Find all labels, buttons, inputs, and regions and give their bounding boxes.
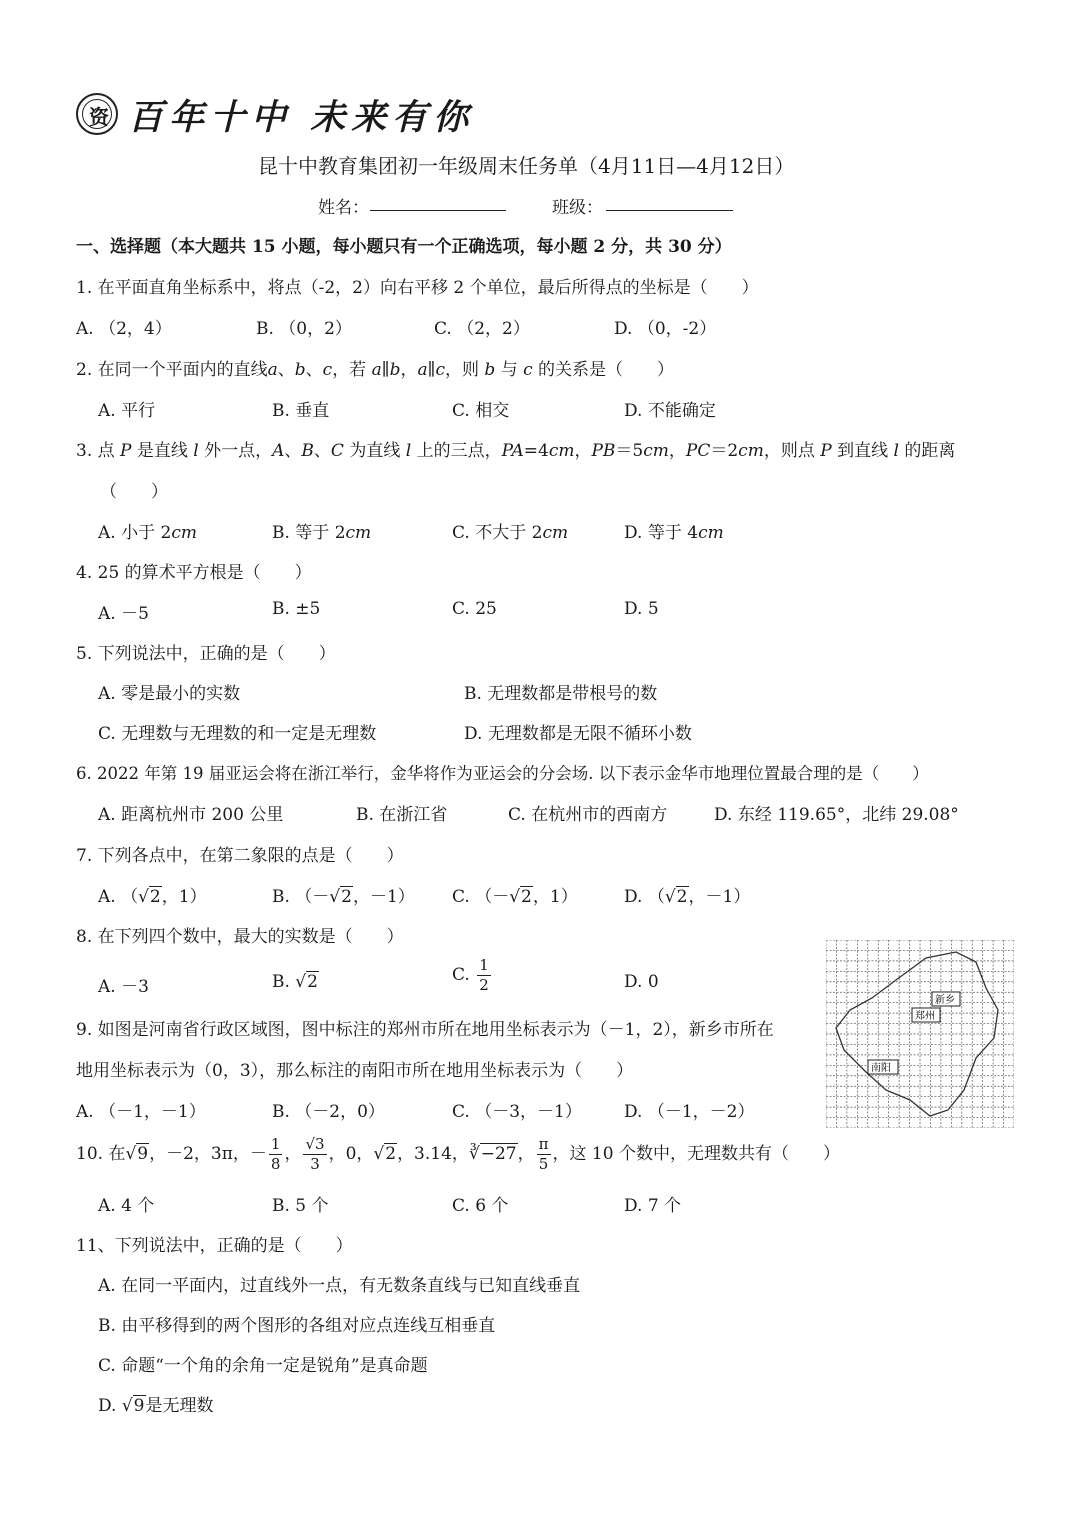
zhengzhou-label: 郑州 [915, 1011, 935, 1022]
q10-option-d[interactable]: D. 7 个 [624, 1196, 682, 1216]
fraction-pi-5: $\frac{\pi}{5}$ [538, 1135, 549, 1173]
q7-option-c[interactable]: C. （－√2，1） [452, 887, 578, 907]
q4-option-d[interactable]: D. 5 [624, 599, 659, 619]
henan-map-grid [826, 940, 1014, 1128]
q7-option-b[interactable]: B. （－√2，－1） [272, 887, 415, 907]
q1-stem: 1. 在平面直角坐标系中，将点（-2，2）向右平移 2 个单位，最后所得点的坐标是（ ） [76, 278, 759, 298]
q10-option-c[interactable]: C. 6 个 [452, 1196, 509, 1216]
grid-lines [826, 940, 1014, 1128]
section-heading: 一、选择题（本大题共 15 小题，每小题只有一个正确选项，每小题 2 分，共 30 分） [76, 237, 732, 257]
q10-option-b[interactable]: B. 5 个 [272, 1196, 329, 1216]
q1-option-a[interactable]: A. （2，4） [76, 319, 172, 339]
school-slogan: 百年十中 未来有你 [128, 97, 475, 138]
q9-option-d[interactable]: D. （－1，－2） [624, 1102, 755, 1122]
xinxiang-label: 新乡 [935, 995, 955, 1006]
name-label: 姓名： [318, 198, 369, 218]
q9-stem-line1: 9. 如图是河南省行政区域图，图中标注的郑州市所在地用坐标表示为（－1，2），新乡市所在 [76, 1020, 774, 1040]
fraction: $\frac{1}{2}$ [479, 956, 489, 994]
q3-stem: 3. 点 P 是直线 l 外一点，A、B、C 为直线 l 上的三点，PA=4cm，PB＝5cm，PC＝2cm，则点 P 到直线 l 的距离 [76, 441, 956, 461]
q6-option-c[interactable]: C. 在杭州市的西南方 [508, 805, 668, 825]
q11-option-b[interactable]: B. 由平移得到的两个图形的各组对应点连线互相垂直 [98, 1316, 496, 1336]
q11-option-c[interactable]: C. 命题“一个角的余角一定是锐角”是真命题 [98, 1356, 428, 1376]
school-logo [76, 93, 118, 135]
q6-option-d[interactable]: D. 东经 119.65°，北纬 29.08° [714, 805, 959, 825]
q11-option-a[interactable]: A. 在同一平面内，过直线外一点，有无数条直线与已知直线垂直 [98, 1276, 581, 1296]
q7-option-a[interactable]: A. （√2，1） [98, 887, 207, 907]
q6-option-b[interactable]: B. 在浙江省 [356, 805, 448, 825]
q5-option-c[interactable]: C. 无理数与无理数的和一定是无理数 [98, 724, 377, 744]
q5-option-b[interactable]: B. 无理数都是带根号的数 [464, 684, 658, 704]
q3-option-a[interactable]: A. 小于 2cm [98, 523, 197, 543]
q2-option-d[interactable]: D. 不能确定 [624, 401, 716, 421]
q10-stem: 10. 在√9，－2，3π，－ $\frac{1}{8}$ ， $\frac{√3}{3}$ ，0，√2，3.14，∛−27， $\frac{\pi}{5}$ ，这 10 个数中，无理数共有（ ） [76, 1135, 840, 1173]
q4-option-b[interactable]: B. ±5 [272, 599, 321, 619]
q3-option-c[interactable]: C. 不大于 2cm [452, 523, 569, 543]
q9-option-a[interactable]: A. （－1，－1） [76, 1102, 206, 1122]
q4-stem: 4. 25 的算术平方根是（ ） [76, 563, 312, 583]
q8-option-a[interactable]: A. －3 [98, 977, 149, 997]
q4-option-c[interactable]: C. 25 [452, 599, 497, 619]
logo-char: 资 [89, 105, 109, 129]
q11-stem: 11、下列说法中，正确的是（ ） [76, 1236, 353, 1256]
q7-stem: 7. 下列各点中，在第二象限的点是（ ） [76, 846, 404, 866]
q9-option-b[interactable]: B. （－2，0） [272, 1102, 385, 1122]
q8-option-c[interactable]: C. $\frac{1}{2}$ [452, 956, 489, 994]
fraction-1-8: $\frac{1}{8}$ [270, 1135, 281, 1173]
fraction-sqrt3-3: $\frac{√3}{3}$ [305, 1135, 325, 1173]
q3-option-d[interactable]: D. 等于 4cm [624, 523, 724, 543]
q1-option-d[interactable]: D. （0，-2） [614, 319, 717, 339]
q4-option-a[interactable]: A. －5 [98, 604, 149, 624]
class-label: 班级： [552, 198, 603, 218]
name-field[interactable] [370, 209, 506, 211]
class-field[interactable] [606, 209, 733, 211]
q5-option-a[interactable]: A. 零是最小的实数 [98, 684, 241, 704]
q2-stem: 2. 在同一个平面内的直线a、b、c，若 a∥b，a∥c，则 b 与 c 的关系是（ ） [76, 360, 675, 380]
q9-option-c[interactable]: C. （－3，－1） [452, 1102, 582, 1122]
q1-option-c[interactable]: C. （2，2） [434, 319, 530, 339]
q3-blank: （ ） [100, 482, 168, 502]
q11-option-d[interactable]: D. √9是无理数 [98, 1396, 214, 1416]
q3-option-b[interactable]: B. 等于 2cm [272, 523, 372, 543]
q1-option-b[interactable]: B. （0，2） [256, 319, 352, 339]
q2-option-c[interactable]: C. 相交 [452, 401, 510, 421]
q6-option-a[interactable]: A. 距离杭州市 200 公里 [98, 805, 284, 825]
q10-option-a[interactable]: A. 4 个 [98, 1196, 155, 1216]
q2-option-a[interactable]: A. 平行 [98, 401, 156, 421]
q7-option-d[interactable]: D. （√2，－1） [624, 887, 751, 907]
q2-option-b[interactable]: B. 垂直 [272, 401, 330, 421]
q5-stem: 5. 下列说法中，正确的是（ ） [76, 644, 336, 664]
q8-option-b[interactable]: B. √2 [272, 972, 318, 992]
q6-stem: 6. 2022 年第 19 届亚运会将在浙江举行，金华将作为亚运会的分会场. 以下表示金华市地理位置最合理的是（ ） [76, 764, 929, 783]
page-title: 昆十中教育集团初一年级周末任务单（4月11日—4月12日） [258, 154, 795, 178]
q5-option-d[interactable]: D. 无理数都是无限不循环小数 [464, 724, 692, 744]
nanyang-label: 南阳 [871, 1063, 891, 1074]
q8-stem: 8. 在下列四个数中，最大的实数是（ ） [76, 927, 404, 947]
q9-stem-line2: 地用坐标表示为（0，3），那么标注的南阳市所在地用坐标表示为（ ） [76, 1061, 634, 1081]
q8-option-d[interactable]: D. 0 [624, 972, 659, 992]
